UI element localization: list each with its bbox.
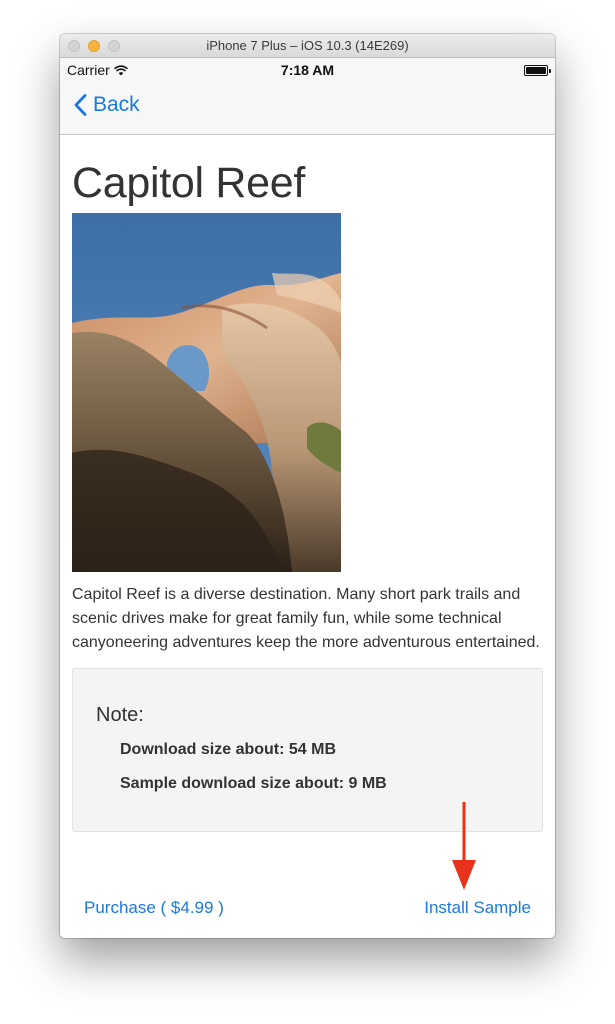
navigation-bar	[60, 82, 555, 135]
chevron-left-icon	[74, 94, 87, 116]
park-photo	[72, 213, 341, 572]
arrow-down-icon	[450, 800, 478, 892]
window-title: iPhone 7 Plus – iOS 10.3 (14E269)	[206, 38, 409, 53]
note-heading: Note:	[96, 704, 144, 726]
install-sample-button[interactable]: Install Sample	[424, 898, 531, 917]
device-screen	[60, 58, 555, 938]
sample-download-size-text: Sample download size about: 9 MB	[120, 775, 387, 792]
park-detail	[72, 135, 543, 832]
window-titlebar[interactable]	[60, 34, 555, 58]
carrier-label: Carrier	[67, 62, 110, 78]
park-description: Capitol Reef is a diverse destination. Many short park trails and scenic drives make for great family fun, while some technical canyoneering adventures keep the more adventurous entertained.	[72, 586, 540, 651]
battery-level-fill	[526, 67, 546, 74]
status-time: 7:18 AM	[280, 62, 335, 78]
page-title: Capitol Reef	[72, 159, 306, 207]
status-bar	[60, 58, 555, 82]
back-button-label: Back	[93, 93, 140, 116]
download-size-text: Download size about: 54 MB	[120, 741, 337, 758]
purchase-button[interactable]: Purchase ( $4.99 )	[84, 898, 224, 917]
back-button[interactable]	[74, 93, 140, 117]
battery-icon	[524, 65, 548, 76]
simulator-window	[60, 34, 555, 938]
